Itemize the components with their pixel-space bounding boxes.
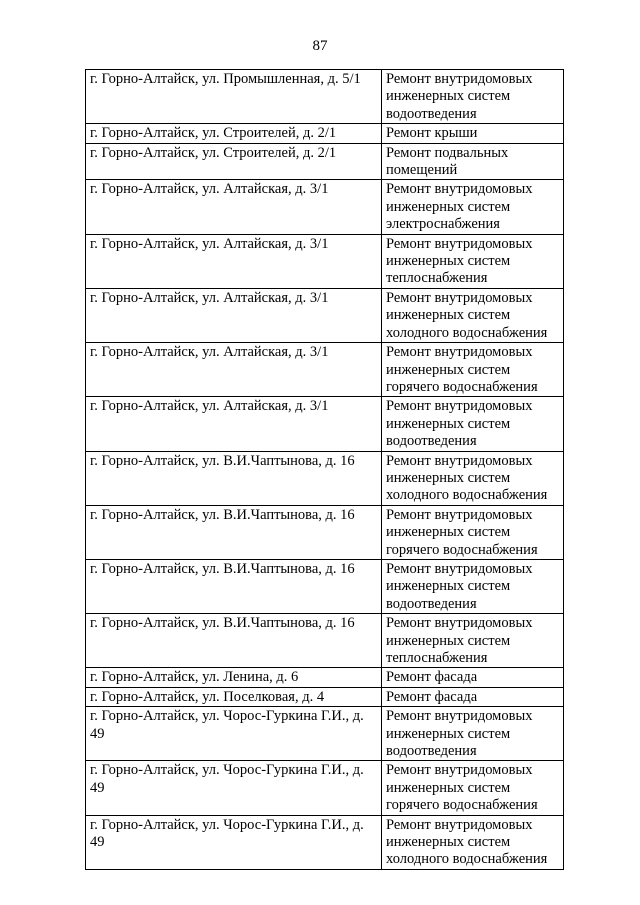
work-type-cell: Ремонт внутридомовых инженерных систем теплоснабжения [382, 614, 564, 668]
table-row [86, 815, 564, 869]
table-row [86, 288, 564, 342]
table-row [86, 707, 564, 761]
work-type-cell: Ремонт крыши [382, 124, 564, 143]
work-type-cell: Ремонт внутридомовых инженерных систем горячего водоснабжения [382, 761, 564, 815]
work-type-cell: Ремонт внутридомовых инженерных систем водоотведения [382, 70, 564, 124]
table-row [86, 234, 564, 288]
address-cell: г. Горно-Алтайск, ул. Чорос-Гуркина Г.И., д. 49 [86, 815, 382, 869]
table-row [86, 559, 564, 613]
address-cell: г. Горно-Алтайск, ул. Алтайская, д. 3/1 [86, 180, 382, 234]
work-type-cell: Ремонт внутридомовых инженерных систем горячего водоснабжения [382, 505, 564, 559]
work-type-cell: Ремонт внутридомовых инженерных систем горячего водоснабжения [382, 343, 564, 397]
table-row [86, 505, 564, 559]
work-type-cell: Ремонт внутридомовых инженерных систем холодного водоснабжения [382, 815, 564, 869]
address-cell: г. Горно-Алтайск, ул. Алтайская, д. 3/1 [86, 343, 382, 397]
table-row [86, 668, 564, 687]
table-row [86, 70, 564, 124]
address-cell: г. Горно-Алтайск, ул. Алтайская, д. 3/1 [86, 397, 382, 451]
address-cell: г. Горно-Алтайск, ул. В.И.Чаптынова, д. 16 [86, 505, 382, 559]
address-cell: г. Горно-Алтайск, ул. В.И.Чаптынова, д. 16 [86, 559, 382, 613]
table-row [86, 451, 564, 505]
work-type-cell: Ремонт внутридомовых инженерных систем холодного водоснабжения [382, 288, 564, 342]
work-type-cell: Ремонт внутридомовых инженерных систем холодного водоснабжения [382, 451, 564, 505]
address-cell: г. Горно-Алтайск, ул. Чорос-Гуркина Г.И., д. 49 [86, 707, 382, 761]
address-cell: г. Горно-Алтайск, ул. Строителей, д. 2/1 [86, 143, 382, 180]
work-type-cell: Ремонт фасада [382, 687, 564, 706]
work-type-cell: Ремонт внутридомовых инженерных систем водоотведения [382, 707, 564, 761]
table-row [86, 614, 564, 668]
address-cell: г. Горно-Алтайск, ул. В.И.Чаптынова, д. 16 [86, 614, 382, 668]
work-type-cell: Ремонт внутридомовых инженерных систем водоотведения [382, 559, 564, 613]
work-type-cell: Ремонт внутридомовых инженерных систем водоотведения [382, 397, 564, 451]
address-cell: г. Горно-Алтайск, ул. Чорос-Гуркина Г.И., д. 49 [86, 761, 382, 815]
address-cell: г. Горно-Алтайск, ул. Промышленная, д. 5/1 [86, 70, 382, 124]
table-row [86, 343, 564, 397]
repair-works-table [85, 69, 564, 870]
page-number: 87 [312, 38, 328, 54]
table-row [86, 180, 564, 234]
address-cell: г. Горно-Алтайск, ул. Поселковая, д. 4 [86, 687, 382, 706]
work-type-cell: Ремонт фасада [382, 668, 564, 687]
table-row [86, 397, 564, 451]
address-cell: г. Горно-Алтайск, ул. В.И.Чаптынова, д. 16 [86, 451, 382, 505]
table-row [86, 124, 564, 143]
work-type-cell: Ремонт подвальных помещений [382, 143, 564, 180]
work-type-cell: Ремонт внутридомовых инженерных систем электроснабжения [382, 180, 564, 234]
table-row [86, 143, 564, 180]
table-row [86, 687, 564, 706]
address-cell: г. Горно-Алтайск, ул. Алтайская, д. 3/1 [86, 288, 382, 342]
address-cell: г. Горно-Алтайск, ул. Алтайская, д. 3/1 [86, 234, 382, 288]
address-cell: г. Горно-Алтайск, ул. Строителей, д. 2/1 [86, 124, 382, 143]
address-cell: г. Горно-Алтайск, ул. Ленина, д. 6 [86, 668, 382, 687]
table-row [86, 761, 564, 815]
work-type-cell: Ремонт внутридомовых инженерных систем теплоснабжения [382, 234, 564, 288]
